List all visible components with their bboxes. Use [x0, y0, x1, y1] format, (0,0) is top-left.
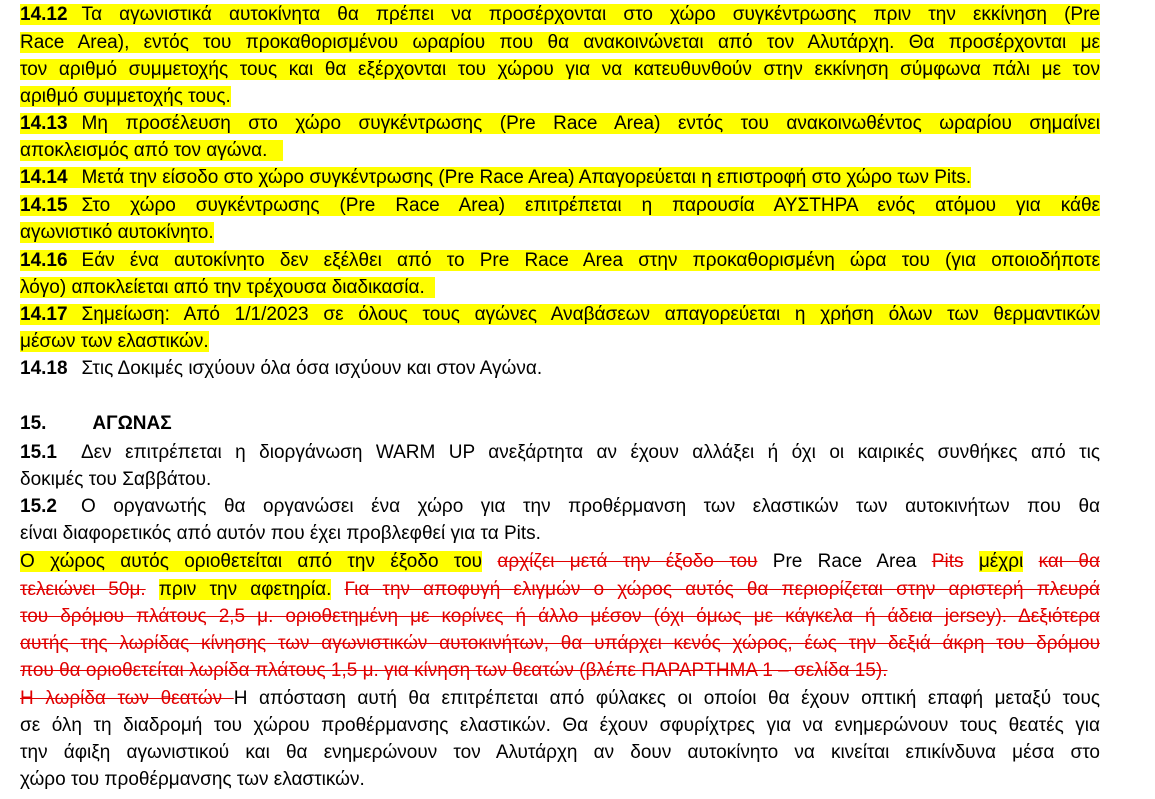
paragraph-14-16-line-1: 14.16 Εάν ένα αυτοκίνητο δεν εξέλθει από το Pre Race Area στην προκαθορισμένη ώρα του (για οποιοδήποτε	[20, 250, 1100, 271]
deleted-text: αυτής της λωρίδας κίνησης των αγωνιστικών αυτοκινήτων, θα υπάρχει κενός χώρος, έως την δεξιά άκρη του δρόμου	[20, 633, 1100, 654]
deleted-text: αρχίζει μετά την έξοδο του	[497, 551, 758, 572]
paragraph-14-14: 14.14 Μετά την είσοδο στο χώρο συγκέντρωσης (Pre Race Area) Απαγορεύεται η επιστροφή στο χώρο των Pits.	[20, 167, 972, 188]
paragraph-14-12-line-3: τον αριθμό συμμετοχής τους και θα εξέρχονται του χώρου για να κατευθυνθούν στην εκκίνηση σύμφωνα πάλι με τον	[20, 59, 1100, 80]
clause-number: 14.14	[20, 167, 68, 188]
paragraph-14-12-line-2: Race Area), εντός του προκαθορισμένου ωραρίου που θα ανακοινώνεται από τον Αλυτάρχη. Θα προσέρχονται με	[20, 32, 1100, 53]
paragraph-14-13-line-1: 14.13 Μη προσέλευση στο χώρο συγκέντρωσης (Pre Race Area) εντός του ανακοινωθέντος ωραρίου σημαίνει	[20, 113, 1100, 134]
clause-number: 15.1	[20, 442, 57, 463]
clause-number: 15.2	[20, 496, 57, 517]
clause-number: 14.12	[20, 4, 68, 25]
paragraph-14-18: 14.18 Στις Δοκιμές ισχύουν όλα όσα ισχύουν και στον Αγώνα.	[20, 358, 543, 379]
edited-line-3	[20, 604, 1100, 630]
section-15-heading: 15. ΑΓΩΝΑΣ	[20, 413, 172, 434]
clause-number: 14.18	[20, 358, 68, 379]
paragraph-14-13-line-2: αποκλεισμός από τον αγώνα.	[20, 138, 283, 164]
clause-number: 14.16	[20, 250, 68, 271]
paragraph-15-2-line-2: είναι διαφορετικός από αυτόν που έχει προβλεφθεί για τα Pits.	[20, 523, 541, 544]
deleted-text: του δρόμου πλάτους 2,5 μ. οριοθετημένη με κορίνες ή άλλο μέσον (όχι όμως με κάγκελα ή άδεια jersey). Δεξιότερα	[20, 606, 1100, 627]
paragraph-14-12-line-1: 14.12 Τα αγωνιστικά αυτοκίνητα θα πρέπει να προσέρχονται στο χώρο συγκέντρωσης πριν την εκκίνηση (Pre	[20, 4, 1100, 25]
paragraph-15-1-line-2: δοκιμές του Σαββάτου.	[20, 469, 212, 490]
edited-line-2: τελειώνει 50μ. πριν την αφετηρία. Για την αποφυγή ελιγμών ο χώρος αυτός θα περιορίζεται στην αριστερή πλευρά	[20, 579, 1100, 600]
deleted-text: Pits	[931, 551, 964, 572]
clause-number: 14.17	[20, 304, 68, 325]
paragraph-14-15-line-1: 14.15 Στο χώρο συγκέντρωσης (Pre Race Area) επιτρέπεται η παρουσία ΑΥΣΤΗΡΑ ενός ατόμου για κάθε	[20, 195, 1100, 216]
deleted-text: Για την αποφυγή ελιγμών ο χώρος αυτός θα περιορίζεται στην αριστερή πλευρά	[344, 579, 1100, 600]
paragraph-14-15-line-2: αγωνιστικό αυτοκίνητο.	[20, 222, 214, 243]
edited-line-6: Η λωρίδα των θεατών Η απόσταση αυτή θα επιτρέπεται από φύλακες οι οποίοι θα έχουν οπτική επαφή μεταξύ τους	[20, 688, 1100, 709]
deleted-text: που θα οριοθετείται λωρίδα πλάτους 1,5 μ. για κίνηση των θεατών (βλέπε ΠΑΡΑΡΤΗΜΑ 1 – σελίδα 15).	[20, 660, 888, 681]
edited-line-7: σε όλη τη διαδρομή του χώρου προθέρμανσης ελαστικών. Θα έχουν σφυρίχτρες για να ενημερώνουν τους θεατές για	[20, 715, 1100, 736]
edited-line-4	[20, 631, 1100, 657]
edited-line-5	[20, 658, 887, 684]
edited-line-9: χώρο του προθέρμανσης των ελαστικών.	[20, 769, 365, 790]
deleted-text: τελειώνει 50μ.	[20, 579, 146, 600]
paragraph-14-16-line-2: λόγο) αποκλείεται από την τρέχουσα διαδικασία.	[20, 275, 435, 301]
edited-line-8: την άφιξη αγωνιστικού και θα ενημερώνουν τον Αλυτάρχη αν δουν αυτοκίνητο να κινείται επικίνδυνα μέσα στο	[20, 742, 1100, 763]
deleted-text: Η λωρίδα των θεατών	[20, 688, 234, 709]
paragraph-15-2-line-1: 15.2 Ο οργανωτής θα οργανώσει ένα χώρο για την προθέρμανση των ελαστικών των αυτοκινήτων που θα	[20, 496, 1100, 517]
paragraph-15-1-line-1: 15.1 Δεν επιτρέπεται η διοργάνωση WARM UP ανεξάρτητα αν έχουν αλλάξει ή όχι οι καιρικές συνθήκες από τις	[20, 442, 1100, 463]
paragraph-14-17-line-2: μέσων των ελαστικών.	[20, 331, 209, 352]
paragraph-14-17-line-1: 14.17 Σημείωση: Από 1/1/2023 σε όλους τους αγώνες Αναβάσεων απαγορεύεται η χρήση όλων των θερμαντικών	[20, 304, 1100, 325]
deleted-text: και θα	[1038, 551, 1100, 572]
clause-number: 14.15	[20, 195, 68, 216]
paragraph-14-12-line-4: αριθμό συμμετοχής τους.	[20, 86, 231, 107]
clause-number: 14.13	[20, 113, 68, 134]
edited-line-1: Ο χώρος αυτός οριοθετείται από την έξοδο του αρχίζει μετά την έξοδο του Pre Race Area Pits μέχρι και θα	[20, 551, 1100, 572]
